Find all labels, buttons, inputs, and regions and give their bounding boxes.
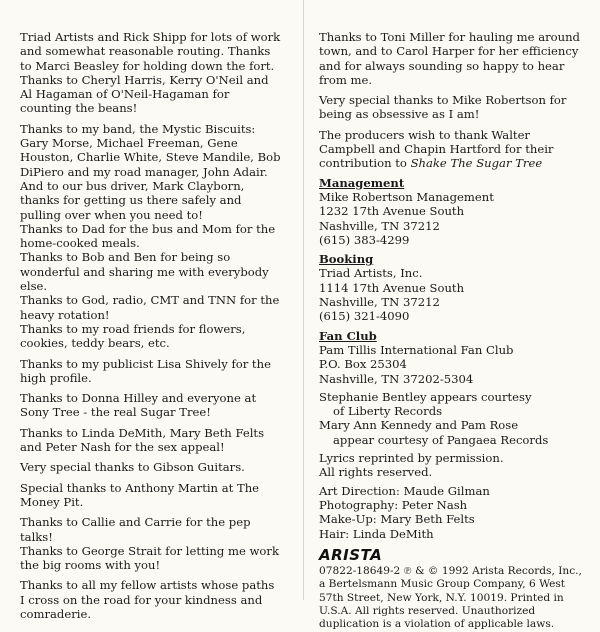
- management-name: Mike Robertson Management: [319, 189, 494, 204]
- fanclub-name: Pam Tillis International Fan Club: [319, 342, 514, 357]
- left-column: [20, 30, 282, 621]
- thanks-publicist: Thanks to my publicist Lisa Shively for the high profile.: [20, 356, 271, 385]
- fanclub-street: P.O. Box 25304: [319, 357, 407, 372]
- thanks-band: Thanks to my band, the Mystic Biscuits: Gary Morse, Michael Freeman, Gene Houston, Charlie White, Steve Mandile, Bob DiPiero and my road manager, John Adair. And to our bus driver, Mark Clayborn, thanks for getting us there safely and pulling over when you need to!: [20, 121, 281, 222]
- thanks-toni-miller: Thanks to Toni Miller for hauling me around town, and to Carol Harper for her efficiency and for always sounding so happy to hear from me.: [319, 30, 580, 87]
- lyrics-rights: All rights reserved.: [319, 465, 433, 480]
- thanks-sex-appeal: Thanks to Linda DeMith, Mary Beth Felts and Peter Nash for the sex appeal!: [20, 425, 265, 455]
- legal-notice: 07822-18649-2 ℗ & © 1992 Arista Records, Inc., a Bertelsmann Music Group Company, 6 West 57th Street, New York, N.Y. 10019. Printed in U.S.A. All rights reserved. Unauthorized duplication is a violation of applicable laws.: [319, 564, 582, 631]
- right-column: [319, 30, 583, 632]
- thanks-pep-talks: Thanks to Callie and Carrie for the pep talks!: [20, 515, 251, 544]
- thanks-sony-tree: Thanks to Donna Hilley and everyone at Sony Tree - the real Sugar Tree!: [20, 391, 257, 420]
- courtesy-pangaea: appear courtesy of Pangaea Records: [333, 432, 549, 447]
- thanks-mike-robertson: Very special thanks to Mike Robertson for being as obsessive as I am!: [319, 93, 567, 122]
- booking-city: Nashville, TN 37212: [319, 295, 440, 310]
- courtesy-liberty: of Liberty Records: [333, 404, 443, 419]
- producers-thanks: [319, 128, 583, 171]
- management-phone: (615) 383-4299: [319, 232, 410, 247]
- thanks-parents: Thanks to Dad for the bus and Mom for the home-cooked meals.: [20, 221, 276, 251]
- booking-heading: Booking: [319, 252, 374, 267]
- thanks-fellow-artists: Thanks to all my fellow artists whose paths I cross on the road for your kindness and comraderie.: [20, 578, 275, 621]
- fanclub-heading: Fan Club: [319, 328, 377, 343]
- thanks-triad: Triad Artists and Rick Shipp for lots of work and somewhat reasonable routing. Thanks to Marci Beasley for holding down the fort.: [20, 30, 281, 73]
- fanclub-city: Nashville, TN 37202-5304: [319, 371, 474, 386]
- credit-makeup: Make-Up: Mary Beth Felts: [319, 512, 475, 527]
- courtesy-bentley: Stephanie Bentley appears courtesy: [319, 389, 532, 404]
- credit-hair: Hair: Linda DeMith: [319, 526, 434, 541]
- producers-thanks-text: The producers wish to thank Walter Campbell and Chapin Hartford for their contribution to: [319, 127, 554, 171]
- management-city: Nashville, TN 37212: [319, 218, 440, 233]
- thanks-money-pit: Special thanks to Anthony Martin at The Money Pit.: [20, 480, 260, 509]
- panel-fold-line: [303, 0, 304, 600]
- thanks-george-strait: Thanks to George Strait for letting me work the big rooms with you!: [20, 543, 279, 573]
- management-street: 1232 17th Avenue South: [319, 204, 465, 219]
- booking-phone: (615) 321-4090: [319, 309, 410, 324]
- booking-name: Triad Artists, Inc.: [319, 266, 423, 281]
- thanks-road-friends: Thanks to my road friends for flowers, cookies, teddy bears, etc.: [20, 321, 246, 351]
- thanks-bob-ben: Thanks to Bob and Ben for being so wonderful and sharing me with everybody else.: [20, 250, 269, 294]
- album-title: Shake The Sugar Tree: [410, 156, 543, 171]
- credit-photography: Photography: Peter Nash: [319, 497, 468, 512]
- arista-logo: ARISTA: [319, 545, 383, 564]
- thanks-gibson: Very special thanks to Gibson Guitars.: [20, 460, 245, 475]
- credit-art-direction: Art Direction: Maude Gilman: [319, 483, 490, 498]
- thanks-oneil-hagaman: Thanks to Cheryl Harris, Kerry O'Neil and Al Hagaman of O'Neil-Hagaman for counting the beans!: [20, 72, 269, 116]
- courtesy-kennedy-rose: Mary Ann Kennedy and Pam Rose: [319, 418, 519, 433]
- lyrics-permission: Lyrics reprinted by permission.: [319, 451, 504, 466]
- thanks-god-radio: Thanks to God, radio, CMT and TNN for the heavy rotation!: [20, 293, 280, 322]
- booking-street: 1114 17th Avenue South: [319, 280, 465, 295]
- management-heading: Management: [319, 175, 405, 190]
